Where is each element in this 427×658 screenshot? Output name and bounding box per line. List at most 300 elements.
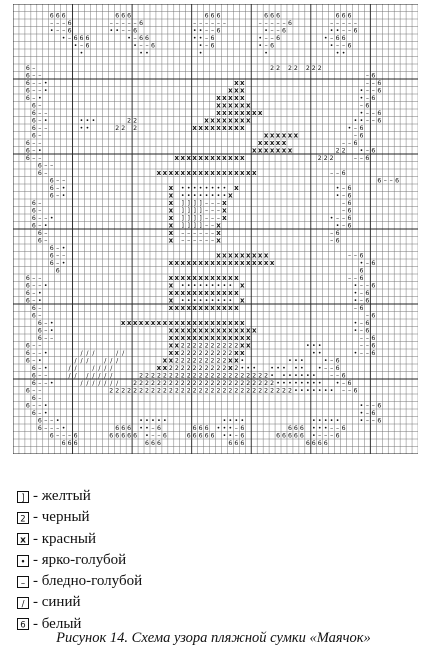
red-symbol-icon bbox=[17, 533, 29, 545]
chart-cell: x bbox=[269, 139, 275, 148]
chart-cell: x bbox=[234, 94, 239, 103]
chart-cell: – bbox=[139, 42, 143, 50]
chart-cell: x bbox=[216, 124, 221, 133]
chart-cell: 6 bbox=[37, 237, 42, 245]
chart-cell: x bbox=[240, 296, 245, 305]
chart-cell: – bbox=[342, 20, 346, 28]
chart-cell: / bbox=[92, 350, 95, 358]
chart-cell: x bbox=[263, 146, 269, 155]
chart-cell: – bbox=[50, 425, 54, 433]
chart-cell: x bbox=[174, 169, 180, 178]
chart-cell: 2 bbox=[168, 380, 173, 388]
chart-cell: 2 bbox=[317, 65, 322, 73]
chart-cell: • bbox=[204, 297, 209, 305]
chart-cell: – bbox=[353, 132, 358, 140]
chart-cell: x bbox=[234, 86, 239, 95]
chart-cell: x bbox=[222, 251, 227, 260]
chart-cell: x bbox=[198, 154, 203, 163]
chart-cell: 6 bbox=[121, 432, 126, 440]
chart-cell: 2 bbox=[264, 372, 269, 380]
chart-cell: • bbox=[252, 365, 257, 373]
chart-cell: ] bbox=[181, 200, 184, 208]
chart-cell: • bbox=[335, 222, 340, 230]
chart-cell: – bbox=[365, 282, 369, 290]
chart-cell: • bbox=[317, 417, 322, 425]
chart-cell: – bbox=[359, 335, 363, 343]
chart-cell: x bbox=[240, 116, 245, 125]
chart-cell: x bbox=[192, 154, 197, 163]
chart-cell: • bbox=[228, 432, 233, 440]
chart-cell: 6 bbox=[37, 335, 42, 343]
chart-cell: • bbox=[198, 50, 203, 58]
chart-cell: – bbox=[193, 237, 197, 245]
chart-cell: • bbox=[145, 425, 149, 433]
chart-cell: x bbox=[168, 341, 174, 350]
chart-cell: / bbox=[98, 365, 101, 373]
chart-cell: ] bbox=[193, 222, 196, 230]
chart-cell: • bbox=[139, 417, 143, 425]
chart-cell: 6 bbox=[31, 305, 36, 313]
chart-cell: x bbox=[192, 274, 197, 283]
chart-cell: x bbox=[168, 334, 174, 343]
chart-cell: 6 bbox=[323, 440, 328, 448]
chart-cell: x bbox=[222, 154, 227, 163]
chart-cell: – bbox=[353, 275, 358, 283]
chart-cell: • bbox=[347, 125, 352, 133]
chart-cell: x bbox=[222, 116, 227, 125]
chart-cell: 2 bbox=[210, 387, 215, 395]
chart-cell: x bbox=[216, 221, 221, 230]
chart-cell: 6 bbox=[210, 42, 215, 50]
chart-cell: x bbox=[210, 154, 215, 163]
chart-cell: – bbox=[199, 230, 203, 238]
chart-cell: 2 bbox=[258, 372, 263, 380]
chart-cell: x bbox=[240, 169, 245, 178]
chart-cell: 2 bbox=[198, 365, 203, 373]
chart-cell: – bbox=[330, 237, 334, 245]
chart-cell: x bbox=[240, 94, 245, 103]
chart-cell: • bbox=[79, 117, 84, 125]
chart-cell: • bbox=[210, 297, 215, 305]
chart-cell: • bbox=[186, 192, 191, 200]
chart-cell: x bbox=[257, 109, 263, 118]
chart-cell: • bbox=[192, 297, 197, 305]
chart-cell: x bbox=[234, 124, 239, 133]
chart-cell: 2 bbox=[234, 387, 239, 395]
chart-cell: 6 bbox=[210, 432, 215, 440]
chart-cell: 6 bbox=[293, 432, 298, 440]
chart-cell: x bbox=[240, 79, 245, 88]
chart-cell: 6 bbox=[115, 425, 120, 433]
chart-cell: 6 bbox=[25, 80, 30, 88]
chart-cell: 6 bbox=[37, 417, 42, 425]
chart-cell: 6 bbox=[25, 350, 30, 358]
chart-cell: – bbox=[389, 177, 393, 185]
chart-cell: – bbox=[68, 35, 72, 43]
chart-cell: – bbox=[347, 20, 352, 28]
chart-cell: • bbox=[228, 282, 233, 290]
chart-cell: 6 bbox=[371, 410, 376, 418]
chart-cell: – bbox=[342, 207, 346, 215]
chart-cell: 6 bbox=[55, 12, 60, 20]
figure-caption: Рисунок 14. Схема узора пляжной сумки «Маячок» bbox=[56, 630, 371, 646]
chart-cell: • bbox=[198, 27, 203, 35]
chart-cell: x bbox=[234, 326, 239, 335]
chart-cell: – bbox=[38, 140, 42, 148]
chart-cell: 2 bbox=[198, 357, 203, 365]
chart-cell: 6 bbox=[377, 417, 382, 425]
chart-cell: – bbox=[336, 372, 340, 380]
chart-cell: • bbox=[359, 147, 364, 155]
chart-cell: 6 bbox=[49, 12, 54, 20]
chart-cell: – bbox=[44, 125, 48, 133]
chart-cell: x bbox=[234, 259, 239, 268]
chart-cell: x bbox=[234, 349, 239, 358]
chart-cell: • bbox=[240, 417, 245, 425]
chart-cell: 6 bbox=[31, 222, 36, 230]
chart-cell: 2 bbox=[192, 357, 197, 365]
chart-cell: x bbox=[228, 319, 233, 328]
chart-cell: ] bbox=[181, 215, 184, 223]
legend-item-red bbox=[17, 529, 417, 550]
chart-cell: x bbox=[246, 169, 251, 178]
chart-cell: – bbox=[38, 200, 42, 208]
chart-cell: 2 bbox=[210, 365, 215, 373]
chart-cell: 6 bbox=[109, 432, 114, 440]
chart-cell: – bbox=[222, 20, 226, 28]
chart-cell: 2 bbox=[216, 387, 221, 395]
chart-cell: x bbox=[228, 124, 233, 133]
chart-cell: • bbox=[323, 35, 328, 43]
chart-cell: x bbox=[240, 109, 245, 118]
chart-cell: x bbox=[240, 319, 245, 328]
chart-cell: 2 bbox=[150, 380, 155, 388]
chart-cell: 6 bbox=[365, 320, 370, 328]
chart-cell: – bbox=[205, 230, 209, 238]
chart-cell: – bbox=[44, 162, 48, 170]
chart-cell: – bbox=[353, 252, 358, 260]
chart-cell: x bbox=[257, 251, 263, 260]
chart-cell: – bbox=[210, 237, 215, 245]
chart-cell: – bbox=[365, 312, 369, 320]
chart-cell: – bbox=[347, 27, 352, 35]
chart-cell: 6 bbox=[359, 125, 364, 133]
chart-cell: x bbox=[204, 319, 209, 328]
chart-cell: 2 bbox=[162, 372, 167, 380]
chart-cell: – bbox=[32, 282, 36, 290]
chart-cell: 2 bbox=[174, 380, 179, 388]
chart-cell: 6 bbox=[365, 297, 370, 305]
chart-cell: 6 bbox=[335, 230, 340, 238]
chart-cell: 6 bbox=[377, 80, 382, 88]
chart-cell: • bbox=[216, 192, 221, 200]
chart-cell: / bbox=[92, 365, 95, 373]
chart-cell: 6 bbox=[335, 35, 340, 43]
chart-cell: • bbox=[353, 290, 358, 298]
chart-cell: • bbox=[180, 297, 185, 305]
chart-cell: x bbox=[186, 326, 191, 335]
chart-cell: • bbox=[353, 320, 358, 328]
chart-cell: x bbox=[174, 154, 180, 163]
chart-cell: • bbox=[300, 380, 304, 388]
chart-cell: • bbox=[294, 372, 298, 380]
chart-cell: 6 bbox=[133, 432, 138, 440]
chart-cell: • bbox=[43, 222, 48, 230]
chart-cell: • bbox=[216, 425, 221, 433]
chart-cell: x bbox=[246, 101, 251, 110]
chart-cell: • bbox=[329, 42, 334, 50]
chart-cell: • bbox=[222, 185, 227, 193]
chart-cell: • bbox=[204, 192, 209, 200]
chart-cell: – bbox=[234, 432, 238, 440]
chart-cell: 2 bbox=[162, 387, 167, 395]
chart-cell: x bbox=[204, 289, 209, 298]
chart-cell: 6 bbox=[127, 12, 132, 20]
chart-cell: x bbox=[251, 259, 257, 268]
chart-cell: 6 bbox=[371, 312, 376, 320]
chart-cell: – bbox=[365, 72, 369, 80]
chart-cell: 6 bbox=[377, 177, 382, 185]
chart-cell: • bbox=[180, 185, 185, 193]
chart-cell: • bbox=[323, 387, 328, 395]
chart-cell: / bbox=[110, 372, 113, 380]
chart-cell: 2 bbox=[180, 380, 185, 388]
chart-cell: x bbox=[234, 116, 239, 125]
chart-cell: 6 bbox=[371, 282, 376, 290]
chart-cell: – bbox=[365, 95, 369, 103]
chart-cell: / bbox=[68, 372, 71, 380]
chart-cell: 6 bbox=[25, 140, 30, 148]
chart-cell: 6 bbox=[150, 42, 155, 50]
chart-cell: – bbox=[38, 80, 42, 88]
chart-cell: x bbox=[228, 154, 233, 163]
chart-cell: 6 bbox=[293, 425, 298, 433]
chart-cell: 6 bbox=[121, 12, 126, 20]
chart-cell: x bbox=[228, 169, 233, 178]
chart-cell: x bbox=[246, 326, 251, 335]
chart-cell: 2 bbox=[228, 372, 233, 380]
chart-cell: 6 bbox=[365, 327, 370, 335]
chart-cell: • bbox=[139, 50, 143, 58]
chart-cell: 6 bbox=[365, 155, 370, 163]
chart-cell: / bbox=[98, 372, 101, 380]
chart-cell: – bbox=[365, 117, 369, 125]
chart-cell: x bbox=[180, 259, 185, 268]
chart-cell: • bbox=[359, 410, 364, 418]
chart-cell: – bbox=[187, 237, 191, 245]
chart-cell: – bbox=[32, 65, 36, 73]
chart-cell: 2 bbox=[234, 342, 239, 350]
chart-cell: – bbox=[342, 185, 346, 193]
chart-cell: – bbox=[210, 27, 215, 35]
chart-cell: • bbox=[186, 282, 191, 290]
chart-cell: 6 bbox=[31, 110, 36, 118]
chart-cell: x bbox=[222, 259, 227, 268]
chart-cell: – bbox=[216, 215, 221, 223]
chart-cell: – bbox=[44, 380, 48, 388]
chart-cell: – bbox=[38, 275, 42, 283]
chart-cell: 6 bbox=[145, 35, 149, 43]
chart-cell: x bbox=[180, 304, 185, 313]
chart-cell: x bbox=[210, 259, 215, 268]
chart-cell: – bbox=[56, 20, 60, 28]
chart-cell: 6 bbox=[353, 387, 358, 395]
legend-item-brightblue bbox=[17, 550, 417, 571]
chart-cell: x bbox=[222, 169, 227, 178]
chart-cell: – bbox=[365, 147, 369, 155]
chart-cell: 6 bbox=[61, 440, 66, 448]
chart-cell: • bbox=[329, 27, 334, 35]
chart-cell: 6 bbox=[335, 12, 340, 20]
chart-cell: – bbox=[38, 395, 42, 403]
chart-cell: 6 bbox=[49, 177, 54, 185]
chart-cell: 2 bbox=[204, 387, 209, 395]
chart-cell: 6 bbox=[67, 440, 72, 448]
chart-cell: • bbox=[359, 402, 364, 410]
chart-cell: x bbox=[234, 101, 239, 110]
chart-cell: 6 bbox=[347, 380, 352, 388]
chart-cell: x bbox=[198, 169, 203, 178]
chart-cell: x bbox=[192, 169, 197, 178]
chart-cell: 2 bbox=[198, 380, 203, 388]
chart-cell: x bbox=[168, 191, 174, 200]
chart-cell: – bbox=[205, 237, 209, 245]
chart-cell: • bbox=[258, 35, 262, 43]
chart-cell: / bbox=[122, 350, 125, 358]
chart-cell: 2 bbox=[168, 387, 173, 395]
chart-cell: x bbox=[234, 79, 239, 88]
chart-cell: • bbox=[359, 87, 364, 95]
legend-label: - ярко-голубой bbox=[33, 551, 127, 568]
chart-cell: x bbox=[263, 139, 269, 148]
chart-cell: 2 bbox=[150, 372, 155, 380]
chart-cell: – bbox=[342, 192, 346, 200]
chart-cell: 2 bbox=[186, 365, 191, 373]
chart-cell: x bbox=[228, 116, 233, 125]
chart-cell: – bbox=[342, 222, 346, 230]
chart-cell: x bbox=[281, 131, 287, 140]
chart-cell: 6 bbox=[37, 327, 42, 335]
chart-cell: • bbox=[192, 192, 197, 200]
chart-cell: • bbox=[335, 380, 340, 388]
chart-cell: • bbox=[222, 417, 227, 425]
chart-cell: 6 bbox=[49, 432, 54, 440]
chart-cell: x bbox=[168, 259, 174, 268]
chart-cell: – bbox=[151, 425, 155, 433]
legend-label: - бледно-голубой bbox=[33, 573, 143, 590]
chart-cell: – bbox=[365, 80, 369, 88]
chart-cell: • bbox=[335, 50, 340, 58]
chart-cell: x bbox=[198, 274, 203, 283]
svg-text:/: / bbox=[21, 599, 25, 609]
chart-cell: • bbox=[276, 380, 280, 388]
chart-cell: 2 bbox=[204, 342, 209, 350]
chart-cell: – bbox=[151, 432, 155, 440]
chart-cell: – bbox=[56, 192, 60, 200]
chart-cell: – bbox=[365, 402, 369, 410]
chart-cell: 2 bbox=[311, 65, 316, 73]
chart-cell: – bbox=[193, 20, 197, 28]
chart-cell: x bbox=[234, 154, 239, 163]
chart-cell: x bbox=[168, 236, 174, 245]
chart-cell: x bbox=[168, 206, 174, 215]
chart-cell: – bbox=[359, 350, 363, 358]
chart-cell: x bbox=[210, 124, 215, 133]
chart-cell: x bbox=[198, 326, 203, 335]
chart-cell: • bbox=[222, 297, 227, 305]
chart-cell: x bbox=[263, 131, 269, 140]
chart-cell: 6 bbox=[395, 177, 400, 185]
chart-cell: x bbox=[222, 199, 227, 208]
chart-cell: x bbox=[216, 116, 221, 125]
chart-cell: – bbox=[342, 380, 346, 388]
chart-cell: 6 bbox=[276, 35, 281, 43]
chart-cell: 6 bbox=[216, 12, 221, 20]
chart-cell: x bbox=[234, 169, 239, 178]
chart-cell: 2 bbox=[139, 387, 144, 395]
chart-cell: / bbox=[110, 357, 113, 365]
chart-cell: 2 bbox=[287, 387, 292, 395]
chart-cell: x bbox=[240, 154, 245, 163]
chart-cell: 6 bbox=[25, 297, 30, 305]
chart-cell: – bbox=[38, 72, 42, 80]
chart-cell: 6 bbox=[377, 117, 382, 125]
chart-cell: • bbox=[294, 387, 298, 395]
chart-cell: 6 bbox=[156, 425, 161, 433]
chart-cell: x bbox=[126, 319, 132, 328]
chart-cell: 6 bbox=[139, 20, 144, 28]
chart-cell: x bbox=[168, 349, 174, 358]
chart-cell: • bbox=[270, 372, 274, 380]
chart-cell: 6 bbox=[299, 425, 304, 433]
chart-cell: – bbox=[216, 207, 221, 215]
chart-cell: x bbox=[246, 334, 251, 343]
chart-cell: – bbox=[38, 387, 42, 395]
chart-cell: 6 bbox=[31, 200, 36, 208]
chart-cell: 6 bbox=[347, 215, 352, 223]
chart-cell: ] bbox=[199, 207, 202, 215]
chart-cell: 6 bbox=[49, 260, 54, 268]
chart-cell: 6 bbox=[371, 95, 376, 103]
chart-cell: x bbox=[180, 289, 185, 298]
chart-cell: 6 bbox=[341, 12, 346, 20]
chart-cell: – bbox=[199, 237, 203, 245]
chart-cell: – bbox=[205, 20, 209, 28]
chart-cell: x bbox=[168, 326, 174, 335]
chart-cell: 2 bbox=[216, 372, 221, 380]
chart-cell: – bbox=[365, 335, 369, 343]
chart-cell: 2 bbox=[150, 387, 155, 395]
chart-cell: • bbox=[282, 380, 286, 388]
chart-cell: x bbox=[257, 139, 263, 148]
black-symbol-icon bbox=[17, 512, 29, 524]
chart-cell: x bbox=[246, 341, 251, 350]
chart-cell: – bbox=[359, 282, 363, 290]
chart-cell: 6 bbox=[49, 185, 54, 193]
chart-cell: – bbox=[347, 252, 352, 260]
chart-cell: 6 bbox=[25, 95, 30, 103]
chart-cell: x bbox=[222, 214, 227, 223]
chart-cell: / bbox=[68, 365, 71, 373]
chart-cell: 2 bbox=[192, 365, 197, 373]
chart-cell: • bbox=[270, 365, 274, 373]
chart-cell: • bbox=[323, 357, 328, 365]
chart-cell: 6 bbox=[240, 432, 245, 440]
chart-cell: 6 bbox=[204, 432, 209, 440]
chart-cell: 6 bbox=[270, 42, 275, 50]
chart-cell: / bbox=[86, 357, 89, 365]
chart-cell: – bbox=[38, 282, 42, 290]
